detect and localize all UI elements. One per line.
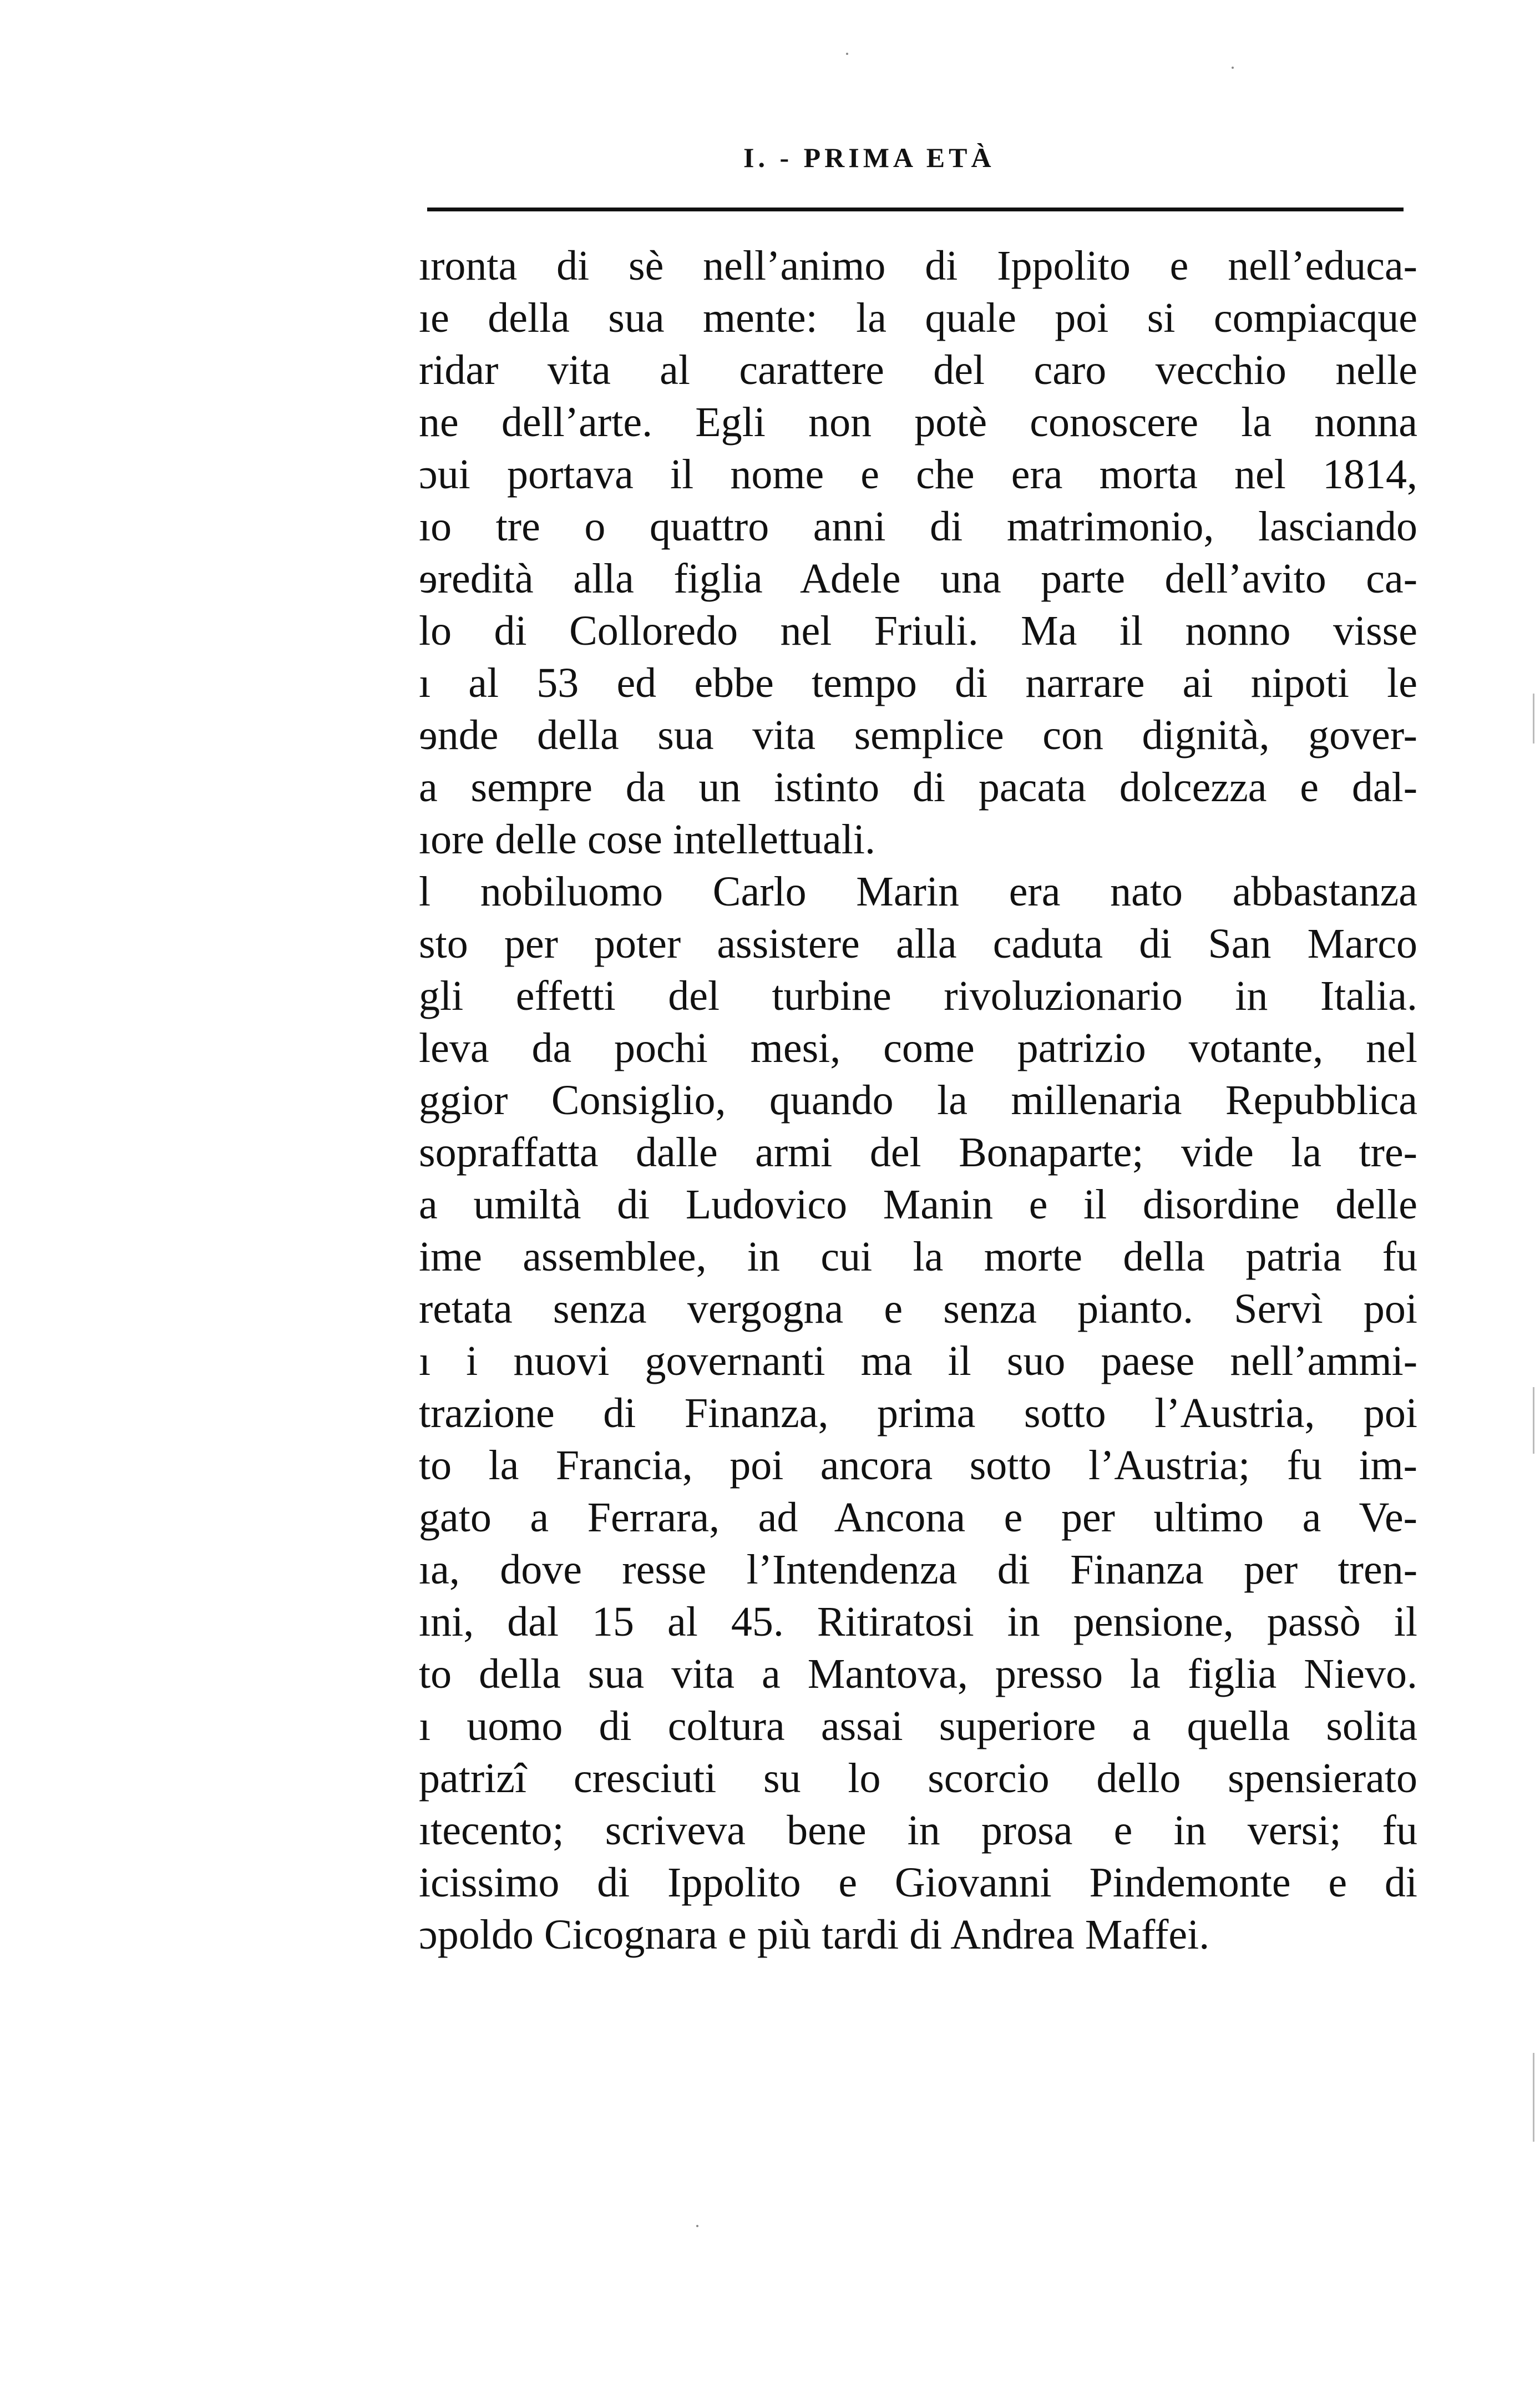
text-line: patrizî cresciuti su lo scorcio dello spensierato — [419, 1755, 1417, 1802]
scan-speck — [696, 2225, 698, 2227]
running-header: I. - PRIMA ETÀ — [743, 142, 995, 173]
text-line: icissimo di Ippolito e Giovanni Pindemonte e di — [419, 1859, 1417, 1906]
text-line: lo di Colloredo nel Friuli. Ma il nonno visse — [419, 608, 1417, 654]
text-line: gli effetti del turbine rivoluzionario in Italia. — [419, 973, 1417, 1019]
text-line: to della sua vita a Mantova, presso la figlia Nievo. — [419, 1651, 1417, 1697]
text-line: ıore delle cose intellettuali. — [419, 816, 876, 863]
scan-speck — [846, 53, 848, 55]
text-line: ı al 53 ed ebbe tempo di narrare ai nipoti le — [419, 660, 1417, 706]
text-line: ɔpoldo Cicognara e più tardi di Andrea Maffei. — [419, 1911, 1210, 1958]
text-line: a sempre da un istinto di pacata dolcezza e dal- — [419, 764, 1417, 811]
text-line: leva da pochi mesi, come patrizio votante, nel — [419, 1025, 1417, 1071]
text-line: ıe della sua mente: la quale poi si compiacque — [419, 295, 1417, 341]
header-rule — [427, 208, 1404, 211]
text-line: ı uomo di coltura assai superiore a quella solita — [419, 1703, 1417, 1749]
text-line: ıo tre o quattro anni di matrimonio, lasciando — [419, 503, 1417, 550]
text-line: ɘredità alla figlia Adele una parte dell’avito ca- — [419, 555, 1417, 602]
text-line: sto per poter assistere alla caduta di San Marco — [419, 920, 1417, 967]
text-line: ıronta di sè nell’animo di Ippolito e nell’educa- — [419, 242, 1417, 289]
text-line: ɔui portava il nome e che era morta nel 1814, — [419, 451, 1417, 498]
page-edge-mark — [1533, 2053, 1534, 2142]
text-line: ıtecento; scriveva bene in prosa e in versi; fu — [419, 1807, 1417, 1854]
text-line: gato a Ferrara, ad Ancona e per ultimo a Ve- — [419, 1494, 1417, 1541]
text-line: l nobiluomo Carlo Marin era nato abbastanza — [419, 868, 1417, 915]
page-edge-mark — [1533, 694, 1534, 743]
text-line: ıa, dove resse l’Intendenza di Finanza per tren- — [419, 1546, 1417, 1593]
text-line: to la Francia, poi ancora sotto l’Austria; fu im- — [419, 1442, 1417, 1489]
text-line: ı i nuovi governanti ma il suo paese nell’ammi- — [419, 1338, 1417, 1384]
text-line: trazione di Finanza, prima sotto l’Austria, poi — [419, 1390, 1417, 1436]
text-line: ɘnde della sua vita semplice con dignità, gover- — [419, 712, 1417, 758]
text-line: ne dell’arte. Egli non potè conoscere la nonna — [419, 399, 1417, 446]
text-line: ggior Consiglio, quando la millenaria Repubblica — [419, 1077, 1417, 1124]
text-line: ıni, dal 15 al 45. Ritiratosi in pensione, passò il — [419, 1598, 1417, 1645]
scan-speck — [1232, 67, 1234, 69]
text-line: ridar vita al carattere del caro vecchio nelle — [419, 347, 1417, 393]
text-line: sopraffatta dalle armi del Bonaparte; vide la tre- — [419, 1129, 1417, 1176]
text-line: a umiltà di Ludovico Manin e il disordine delle — [419, 1181, 1417, 1228]
page-edge-mark — [1533, 1387, 1534, 1454]
text-line: ime assemblee, in cui la morte della patria fu — [419, 1233, 1417, 1280]
body-text — [419, 240, 1417, 1961]
text-line: retata senza vergogna e senza pianto. Servì poi — [419, 1286, 1417, 1332]
